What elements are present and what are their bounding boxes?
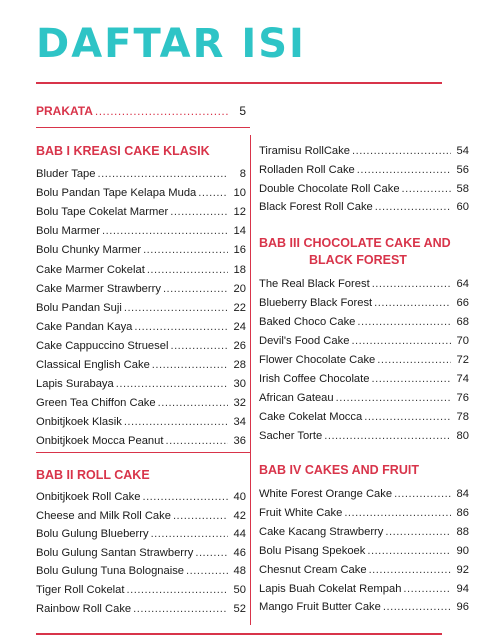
toc-entry[interactable] — [259, 600, 469, 614]
entry-page: 88 — [456, 525, 469, 538]
entry-page: 52 — [233, 602, 246, 615]
entry-page: 22 — [233, 301, 246, 314]
entry-page: 50 — [233, 584, 246, 596]
toc-entry[interactable] — [259, 182, 469, 196]
entry-title: Cheese and Milk Roll Cake — [36, 509, 171, 522]
entry-title: Onbitjkoek Roll Cake — [36, 491, 141, 503]
top-divider — [36, 82, 442, 84]
entry-page: 70 — [456, 335, 469, 347]
entry-page: 84 — [456, 488, 469, 500]
dot-leader — [372, 372, 452, 386]
toc-entry[interactable] — [259, 410, 469, 424]
entry-page: 86 — [456, 506, 469, 519]
entry-title: Baked Choco Cake — [259, 316, 356, 328]
toc-entry[interactable] — [259, 487, 469, 501]
dot-leader — [124, 415, 228, 429]
entry-title: Lapis Surabaya — [36, 378, 114, 391]
entry-page: 60 — [456, 201, 469, 214]
dot-leader — [152, 358, 228, 372]
dot-leader — [357, 163, 451, 177]
dot-leader — [127, 583, 229, 597]
toc-entry[interactable] — [36, 320, 246, 334]
entry-title: Cake Marmer Cokelat — [36, 263, 145, 276]
entry-page: 28 — [233, 359, 246, 371]
dot-leader — [142, 490, 228, 504]
entry-title: Cake Pandan Kaya — [36, 320, 133, 333]
entry-page: 94 — [456, 582, 469, 595]
dot-leader — [394, 487, 451, 501]
dot-leader — [173, 509, 228, 523]
entry-title: White Forest Orange Cake — [259, 488, 393, 500]
entry-title: Devil's Food Cake — [259, 335, 350, 347]
entry-title: Lapis Buah Cokelat Rempah — [259, 582, 402, 595]
entry-title: Onbitjkoek Klasik — [36, 416, 122, 429]
entry-title: Bolu Tape Cokelat Marmer — [36, 206, 169, 219]
toc-entry[interactable] — [36, 546, 246, 560]
toc-entry[interactable] — [259, 429, 469, 443]
entry-title: Blueberry Black Forest — [259, 297, 373, 309]
entry-title: Tiger Roll Cokelat — [36, 584, 125, 596]
dot-leader — [372, 277, 451, 291]
toc-entry[interactable] — [36, 243, 246, 257]
entry-title: Onbitjkoek Mocca Peanut — [36, 435, 164, 448]
entry-title: Classical English Cake — [36, 359, 150, 371]
dot-leader — [147, 263, 228, 277]
entry-title: Green Tea Chiffon Cake — [36, 397, 156, 410]
entry-title: Rainbow Roll Cake — [36, 602, 132, 615]
entry-page: 32 — [233, 397, 246, 410]
entry-page: 30 — [233, 378, 246, 391]
entry-title: African Gateau — [259, 392, 334, 404]
entry-page: 54 — [456, 145, 469, 157]
entry-page: 48 — [233, 565, 246, 578]
entry-page: 58 — [456, 182, 469, 195]
entry-page: 90 — [456, 544, 469, 557]
dot-leader — [403, 582, 451, 596]
entry-title: PRAKATA — [36, 104, 93, 118]
entry-page: 34 — [233, 416, 246, 429]
section-divider — [36, 452, 250, 453]
dot-leader — [375, 200, 451, 214]
dot-leader — [158, 396, 228, 410]
section-heading-bab2: BAB II ROLL CAKE — [36, 468, 150, 482]
toc-entry[interactable] — [36, 224, 246, 238]
entry-title: Cake Kacang Strawberry — [259, 525, 384, 538]
toc-entry[interactable] — [259, 334, 469, 348]
entry-title: Fruit White Cake — [259, 506, 343, 519]
entry-page: 36 — [233, 435, 246, 448]
entry-page: 5 — [239, 104, 246, 118]
dot-leader — [143, 243, 228, 257]
entry-title: Bolu Gulung Tuna Bolognaise — [36, 565, 185, 578]
entry-title: Irish Coffee Chocolate — [259, 373, 370, 385]
entry-title: Mango Fruit Butter Cake — [259, 601, 381, 614]
entry-page: 46 — [233, 546, 246, 559]
dot-leader — [374, 296, 451, 310]
dot-leader — [367, 544, 451, 558]
entry-title: Cake Cokelat Mocca — [259, 411, 363, 423]
entry-page: 92 — [456, 563, 469, 576]
dot-leader — [357, 315, 451, 329]
toc-entry[interactable] — [36, 186, 246, 200]
entry-title: Chesnut Cream Cake — [259, 563, 367, 576]
toc-entry[interactable] — [36, 434, 246, 448]
dot-leader — [195, 546, 228, 560]
entry-page: 44 — [233, 528, 246, 541]
entry-page: 64 — [456, 278, 469, 290]
dot-leader — [151, 527, 228, 541]
toc-entry[interactable] — [259, 391, 469, 405]
entry-page: 24 — [233, 320, 246, 333]
dot-leader — [369, 563, 451, 577]
entry-title: Bolu Pisang Spekoek — [259, 544, 366, 557]
entry-page: 66 — [456, 297, 469, 309]
toc-entry[interactable] — [259, 582, 469, 596]
dot-leader — [170, 205, 228, 219]
entry-title: Rolladen Roll Cake — [259, 163, 355, 176]
toc-entry[interactable] — [36, 602, 246, 616]
entry-title: Bluder Tape — [36, 168, 96, 180]
dot-leader — [133, 602, 228, 616]
toc-entry[interactable] — [259, 296, 469, 310]
entry-page: 72 — [456, 354, 469, 366]
dot-leader — [170, 339, 228, 353]
entry-page: 26 — [233, 339, 246, 352]
entry-title: Tiramisu RollCake — [259, 145, 350, 157]
dot-leader — [98, 167, 228, 181]
toc-entry[interactable] — [36, 301, 246, 315]
entry-page: 96 — [456, 601, 469, 614]
toc-entry[interactable] — [259, 525, 469, 539]
entry-title: Bolu Marmer — [36, 225, 101, 238]
entry-page: 18 — [233, 263, 246, 276]
entry-title: Cake Marmer Strawberry — [36, 282, 161, 295]
toc-entry[interactable] — [259, 315, 469, 329]
entry-title: Sacher Torte — [259, 430, 323, 442]
entry-page: 10 — [233, 187, 246, 200]
dot-leader — [352, 144, 451, 158]
section-heading-bab3-line2: BLACK FOREST — [309, 253, 407, 267]
dot-leader — [163, 282, 228, 296]
toc-entry[interactable] — [36, 509, 246, 523]
entry-page: 40 — [233, 491, 246, 503]
toc-entry-prakata[interactable] — [36, 104, 246, 118]
entry-page: 12 — [233, 206, 246, 219]
toc-entry[interactable] — [259, 544, 469, 558]
entry-page: 76 — [456, 392, 469, 404]
toc-entry[interactable] — [36, 583, 246, 597]
prakata-divider — [36, 127, 250, 128]
entry-page: 74 — [456, 373, 469, 385]
toc-entry[interactable] — [36, 527, 246, 541]
entry-title: Bolu Chunky Marmer — [36, 244, 142, 257]
entry-title: Bolu Pandan Suji — [36, 301, 122, 314]
dot-leader — [324, 429, 451, 443]
dot-leader — [364, 410, 451, 424]
toc-entry[interactable] — [259, 163, 469, 177]
page-title: DAFTAR ISI — [36, 21, 306, 67]
section-heading-bab1: BAB I KREASI CAKE KLASIK — [36, 144, 210, 158]
dot-leader — [95, 104, 228, 118]
entry-title: Cake Cappuccino Struesel — [36, 339, 169, 352]
section-heading-bab4: BAB IV CAKES AND FRUIT — [259, 463, 419, 477]
toc-entry[interactable] — [36, 415, 246, 429]
entry-page: 8 — [239, 168, 246, 180]
column-divider — [250, 135, 251, 625]
toc-entry[interactable] — [36, 167, 246, 181]
toc-entry[interactable] — [259, 353, 469, 367]
entry-title: Bolu Gulung Blueberry — [36, 528, 149, 541]
toc-entry[interactable] — [259, 563, 469, 577]
dot-leader — [165, 434, 228, 448]
dot-leader — [385, 525, 451, 539]
entry-page: 14 — [233, 225, 246, 238]
entry-title: Bolu Pandan Tape Kelapa Muda — [36, 187, 197, 200]
dot-leader — [377, 353, 451, 367]
toc-entry[interactable] — [36, 490, 246, 504]
toc-entry[interactable] — [259, 200, 469, 214]
entry-title: Black Forest Roll Cake — [259, 201, 373, 214]
toc-entry[interactable] — [36, 358, 246, 372]
toc-entry[interactable] — [36, 205, 246, 219]
entry-title: The Real Black Forest — [259, 278, 370, 290]
entry-title: Bolu Gulung Santan Strawberry — [36, 546, 194, 559]
toc-entry[interactable] — [259, 372, 469, 386]
entry-page: 42 — [233, 509, 246, 522]
toc-entry[interactable] — [36, 282, 246, 296]
entry-page: 68 — [456, 316, 469, 328]
dot-leader — [351, 334, 451, 348]
dot-leader — [116, 377, 228, 391]
entry-page: 80 — [456, 430, 469, 442]
toc-entry[interactable] — [259, 506, 469, 520]
dot-leader — [336, 391, 451, 405]
toc-entry[interactable] — [36, 263, 246, 277]
entry-page: 56 — [456, 163, 469, 176]
toc-entry[interactable] — [36, 396, 246, 410]
dot-leader — [102, 224, 228, 238]
entry-page: 78 — [456, 411, 469, 423]
toc-entry[interactable] — [259, 144, 469, 158]
dot-leader — [124, 301, 228, 315]
dot-leader — [402, 182, 451, 196]
dot-leader — [383, 600, 451, 614]
toc-entry[interactable] — [36, 377, 246, 391]
entry-page: 16 — [233, 244, 246, 257]
dot-leader — [344, 506, 451, 520]
toc-entry[interactable] — [36, 339, 246, 353]
dot-leader — [186, 564, 228, 578]
entry-page: 20 — [233, 282, 246, 295]
entry-title: Flower Chocolate Cake — [259, 354, 376, 366]
section-heading-bab3-line1: BAB III CHOCOLATE CAKE AND — [259, 236, 451, 250]
toc-entry[interactable] — [259, 277, 469, 291]
dot-leader — [134, 320, 228, 334]
toc-entry[interactable] — [36, 564, 246, 578]
dot-leader — [198, 186, 228, 200]
bottom-divider — [36, 633, 442, 635]
entry-title: Double Chocolate Roll Cake — [259, 182, 400, 195]
